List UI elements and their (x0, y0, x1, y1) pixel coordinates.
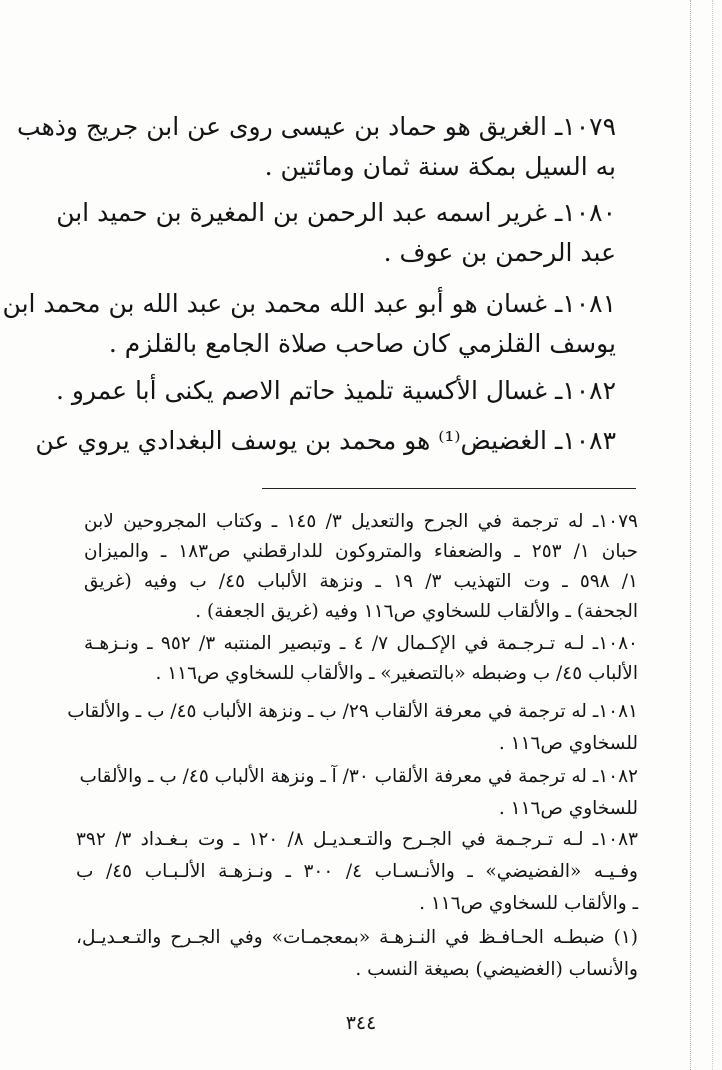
footnote-1083-line-3: ـ والألقاب للسخاوي ص١١٦ . (419, 893, 638, 914)
footnote-1080-line-2: الألباب ٤٥/ ب وضبطه «بالتصغير» ـ والألقاب للسخاوي ص١١٦ . (155, 663, 638, 684)
footnote-1083-line-2: وفـيـه «الفضيضي» ـ والأنـسـاب ٤/ ٣٠٠ ـ ونـزهـة الألـبـاب ٤٥/ ب (76, 861, 638, 882)
footnote-1082-line-1: ١٠٨٢ـ له ترجمة في معرفة الألقاب ٣٠/ آ ـ ونزهة الألباب ٤٥/ ب ـ والألقاب (79, 766, 638, 787)
footnote-1082-line-2: للسخاوي ص١١٦ . (498, 798, 638, 819)
entry-1082-line-1: ١٠٨٢ـ غسال الأكسية تلميذ حاتم الاصم يكنى أبا عمرو . (55, 376, 616, 405)
footnote-1079-line-2: حبان ١/ ٢٥٣ ـ والضعفاء والمتروكون للدارقطني ص١٨٣ ـ والميزان (84, 541, 638, 562)
entry-1079-line-1: ١٠٧٩ـ الغريق هو حماد بن عيسى روى عن ابن جريج وذهب (17, 112, 616, 141)
entry-1079-line-2: به السيل بمكة سنة ثمان ومائتين . (264, 152, 616, 181)
entry-1080-line-1: ١٠٨٠ـ غرير اسمه عبد الرحمن بن المغيرة بن حميد ابن (56, 198, 616, 227)
footnote-1080-line-1: ١٠٨٠ـ لـه تـرجـمة في الإكـمال ٧/ ٤ ـ وتبصير المنتبه ٣/ ٩٥٢ ـ ونـزهـة (84, 633, 638, 654)
scan-edge-line (690, 0, 691, 1070)
entry-1081-line-1: ١٠٨١ـ غسان هو أبو عبد الله محمد بن عبد الله بن محمد ابن (2, 289, 616, 318)
entry-1081-line-2: يوسف القلزمي كان صاحب صلاة الجامع بالقلزم . (108, 329, 616, 358)
footnote-1079-line-1: ١٠٧٩ـ له ترجمة في الجرح والتعديل ٣/ ١٤٥ ـ وكتاب المجروحين لابن (84, 511, 638, 532)
footnote-1083-line-1: ١٠٨٣ـ لـه تـرجـمة في الجـرح والتـعـديـل ٨/ ١٢٠ ـ وت بـغـداد ٣/ ٣٩٢ (76, 829, 638, 850)
footnote-separator (262, 488, 636, 489)
footnote-1079-line-3: ١/ ٥٩٨ ـ وت التهذيب ٣/ ١٩ ـ ونزهة الألباب ٤٥/ ب وفيه (غريق (84, 571, 638, 592)
page-number: ٣٤٤ (345, 1012, 377, 1034)
footnote-1081-line-1: ١٠٨١ـ له ترجمة في معرفة الألقاب ٢٩/ ب ـ ونزهة الألباب ٤٥/ ب ـ والألقاب (67, 701, 638, 722)
footnote-1081-line-2: للسخاوي ص١١٦ . (498, 733, 638, 754)
footnote-1079-line-4: الجحفة) ـ والألقاب للسخاوي ص١١٦ وفيه (غريق الجعفة) . (195, 601, 638, 622)
entry-1083-line-1: ١٠٨٣ـ الغضيض⁽¹⁾ هو محمد بن يوسف البغدادي يروي عن (35, 426, 616, 455)
footnote-marker-1-line-1: (١) ضبطـه الحـافـظ في النـزهـة «بمعجمـات» وفي الجـرح والتـعـديـل، (76, 927, 638, 948)
scan-edge-line (712, 0, 713, 1070)
footnote-marker-1-line-2: والأنساب (الغضيضي) بصيغة النسب . (355, 959, 638, 980)
entry-1080-line-2: عبد الرحمن بن عوف . (383, 238, 616, 267)
